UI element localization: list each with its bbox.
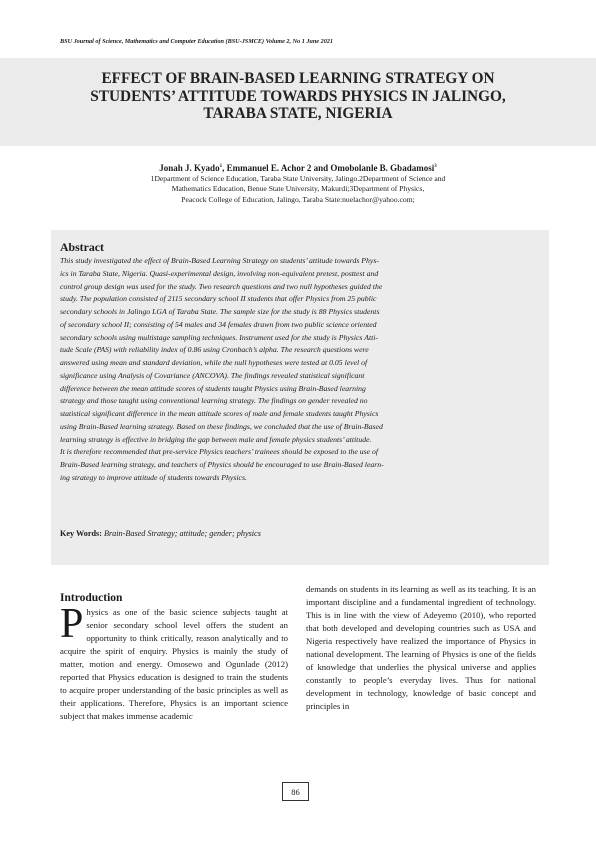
introduction-heading: Introduction xyxy=(60,592,123,604)
introduction-text-right: demands on students in its learning as well as its teaching. It is an important discipline and a fundamental ingredient of technology. This is in line with the view of Adeyemo (2010), who reported that both developed and developing countries such as USA and Nigeria respectively have realized the importance of Physics in national development. The learning of Physics is one of the fields of knowledge that underlies the physical universe and applies constantly to people’s everyday lives. Thus for national development in technology, knowledge of basic concept and principles in xyxy=(306,584,536,711)
abstract-box xyxy=(51,230,549,565)
abstract-line: using Brain-Based learning strategy. Based on these findings, we concluded that the use of Brain-Based xyxy=(60,421,383,431)
drop-cap: P xyxy=(60,601,84,647)
abstract-text xyxy=(60,255,539,485)
affiliation-line: Mathematics Education, Benue State University, Makurdi;3Department of Physics, xyxy=(171,184,425,194)
affiliation-line: Peacock College of Education, Jalingo, Taraba State:nuelachor@yahoo.com; xyxy=(181,194,415,204)
title-band xyxy=(0,58,596,146)
abstract-line: ing strategy to improve attitude of students towards Physics. xyxy=(60,472,247,482)
abstract-line: statistical significant difference in the mean attitude scores of male and female students taught Physics xyxy=(60,409,379,418)
author-list xyxy=(70,161,526,174)
author-sup: 1 xyxy=(219,164,223,169)
page-number: 86 xyxy=(282,782,309,801)
abstract-line: This study investigated the effect of Brain-Based Learning Strategy on students’ attitude towards Phys- xyxy=(60,256,379,265)
column-right xyxy=(306,583,536,713)
abstract-line: secondary schools in Jalingo LGA of Taraba State. The sample size for the study is 88 Physics students xyxy=(60,307,380,316)
abstract-line: control group design was used for the study. Two research questions and two null hypotheses guided the xyxy=(60,281,383,291)
abstract-line: It is therefore recommended that pre-service Physics teachers’ trainees should be exposed to the use of xyxy=(60,447,379,457)
paper-title xyxy=(40,70,556,123)
abstract-line: significance using Analysis of Covariance (ANCOVA). The findings revealed statistical significant xyxy=(60,370,365,380)
title-line: EFFECT OF BRAIN-BASED LEARNING STRATEGY ON xyxy=(101,70,495,87)
abstract-line: of secondary school II; consisting of 54 males and 34 females drawn from two public science oriented xyxy=(60,319,377,329)
abstract-line: secondary schools using multistage sampling techniques. Instrument used for the study is Physics Atti- xyxy=(60,332,379,342)
affiliations xyxy=(70,174,526,205)
keywords-value: Brain-Based Strategy; attitude; gender; physics xyxy=(103,529,261,538)
author-name: Jonah J. Kyado xyxy=(159,163,220,173)
title-line: TARABA STATE, NIGERIA xyxy=(203,105,393,122)
abstract-line: tude Scale (PAS) with reliability index of 0.86 using Cronbach’s alpha. The research questions were xyxy=(60,345,369,355)
authors-block xyxy=(70,161,526,205)
abstract-line: learning strategy is effective in bridging the gap between male and female physics students’ attitude. xyxy=(60,434,372,444)
keywords xyxy=(60,529,539,538)
introduction-text-left: hysics as one of the basic science subjects taught at senior secondary school level offers the student an opportunity to think critically, reason analytically and to acquire the spirit of enquiry. Physics is mainly the study of matter, motion and energy. Omosewo and Ogunlade (2012) reported that Physics education is designed to train the students to acquire proper understanding of the basic principles as well as their applications. Therefore, Physics is an important science subject that makes immense academic xyxy=(60,607,288,721)
keywords-label: Key Words: xyxy=(60,529,102,538)
title-line: STUDENTS’ ATTITUDE TOWARDS PHYSICS IN JALINGO, xyxy=(90,87,506,105)
column-left xyxy=(60,591,288,723)
abstract-line: ics in Taraba State, Nigeria. Quasi-experimental design, involving non-equivalent pretest, posttest and xyxy=(60,268,379,278)
affiliation-line: 1Department of Science Education, Taraba State University, Jalingo.2Department of Science and xyxy=(150,174,446,183)
journal-header: BSU Journal of Science, Mathematics and Computer Education (BSU-JSMCE) Volume 2, No 1 June 2021 xyxy=(60,38,333,45)
abstract-line: study. The population consisted of 2115 secondary school II students that offer Physics from 25 public xyxy=(60,294,377,304)
introduction-paragraph xyxy=(60,601,288,723)
abstract-line: difference between the mean attitude scores of students taught Physics using Brain-Based learning xyxy=(60,383,366,393)
abstract-line: Brain-Based learning strategy, and teachers of Physics should be encouraged to use Brain-Based learn- xyxy=(60,460,384,469)
author-sup: 3 xyxy=(434,164,437,169)
abstract-line: strategy and those taught using conventional learning strategy. The findings on gender revealed no xyxy=(60,396,368,406)
abstract-heading: Abstract xyxy=(60,240,104,254)
abstract-line: answered using mean and standard deviation, while the null hypotheses were tested at 0.05 level of xyxy=(60,358,368,367)
author-names-rest: , Emmanuel E. Achor 2 and Omobolanle B. Gbadamosi xyxy=(222,163,435,173)
